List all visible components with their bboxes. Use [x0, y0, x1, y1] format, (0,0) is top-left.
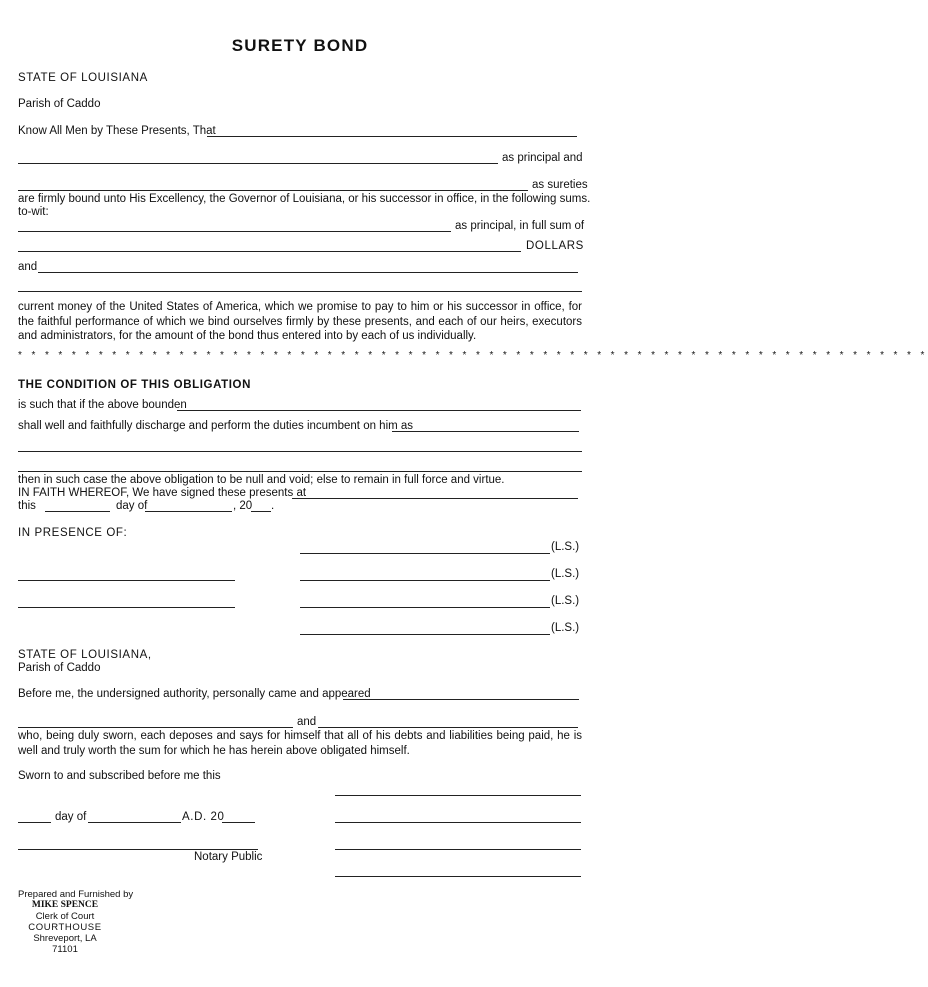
faith-location-blank[interactable]: [292, 498, 578, 499]
ls-label-4: (L.S.): [551, 622, 580, 634]
ad-label: A.D. 20: [182, 811, 225, 823]
and-mid-label: and: [297, 716, 317, 728]
footer-block: [18, 889, 133, 955]
ls-label-2: (L.S.): [551, 568, 580, 580]
discharge-line: shall well and faithfully discharge and perform the duties incumbent on him as: [18, 420, 414, 432]
sworn-year-blank[interactable]: [222, 822, 255, 823]
before-me-line: Before me, the undersigned authority, personally came and appeared: [18, 688, 371, 700]
duties-blank[interactable]: [392, 431, 579, 432]
extra-blank[interactable]: [18, 291, 582, 292]
presence-label: IN PRESENCE OF:: [18, 527, 128, 539]
ls-label-1: (L.S.): [551, 541, 580, 553]
year-suffix: .: [271, 500, 275, 512]
footer-zip: 71101: [52, 944, 78, 955]
footer-city: Shreveport, LA: [33, 933, 97, 944]
year-blank[interactable]: [251, 511, 271, 512]
appeared-blank-1[interactable]: [343, 699, 579, 700]
know-all-blank[interactable]: [207, 136, 577, 137]
day-of-label-2: day of: [55, 811, 87, 823]
month-blank[interactable]: [145, 511, 232, 512]
sureties-blank[interactable]: [18, 190, 528, 191]
void-line: then in such case the above obligation to be null and void; else to remain in full force and virtue.: [18, 474, 505, 486]
signature-line-4[interactable]: [300, 634, 550, 635]
witness-line-2[interactable]: [18, 607, 235, 608]
state-header-2: STATE OF LOUISIANA,: [18, 649, 152, 661]
as-principal-and-label: as principal and: [502, 152, 583, 164]
sworn-to-line: Sworn to and subscribed before me this: [18, 770, 221, 782]
footer-name: MIKE SPENCE: [31, 900, 99, 910]
and-label: and: [18, 261, 38, 273]
condition-extra-blank-1[interactable]: [18, 451, 582, 452]
star-divider: * * * * * * * * * * * * * * * * * * * * * * * * * * * * * * * * * * * * * * * * * * * * * * * * * * * * * * * * * * * * * * * * * * * *: [18, 350, 928, 361]
right-line-4[interactable]: [335, 876, 581, 877]
bounden-blank[interactable]: [177, 410, 581, 411]
notary-signature-line[interactable]: [18, 849, 258, 850]
this-label: this: [18, 500, 36, 512]
notary-public-label: Notary Public: [194, 851, 263, 863]
sworn-day-blank[interactable]: [18, 822, 51, 823]
signature-line-2[interactable]: [300, 580, 550, 581]
appeared-blank-3[interactable]: [318, 727, 578, 728]
sworn-month-blank[interactable]: [88, 822, 181, 823]
footer-clerk: Clerk of Court: [35, 911, 95, 922]
and-blank[interactable]: [38, 272, 578, 273]
currency-paragraph: current money of the United States of America, which we promise to pay to him or his successor in office, for the faithful performance of which we bind ourselves firmly by these presents, and each of our heirs, executors and administrators, for the amount of the bond thus entered into by each of us individually.: [18, 301, 582, 342]
principal-name-blank[interactable]: [18, 163, 498, 164]
faith-line: IN FAITH WHEREOF, We have signed these presents at: [18, 487, 307, 499]
right-line-3[interactable]: [335, 849, 581, 850]
condition-extra-blank-2[interactable]: [18, 471, 582, 472]
know-all-label: Know All Men by These Presents, That: [18, 125, 216, 137]
ls-label-3: (L.S.): [551, 595, 580, 607]
footer-prepared: Prepared and Furnished by: [18, 889, 134, 900]
condition-heading: THE CONDITION OF THIS OBLIGATION: [18, 379, 252, 391]
this-day-blank[interactable]: [45, 511, 110, 512]
signature-line-3[interactable]: [300, 607, 550, 608]
dollars-blank[interactable]: [18, 251, 521, 252]
witness-line-1[interactable]: [18, 580, 235, 581]
signature-line-1[interactable]: [300, 553, 550, 554]
year-prefix: , 20: [233, 500, 253, 512]
dollars-label: DOLLARS: [526, 240, 584, 252]
day-of-label: day of: [116, 500, 148, 512]
appeared-blank-2[interactable]: [18, 727, 293, 728]
principal-sum-blank[interactable]: [18, 231, 451, 232]
principal-sum-label: as principal, in full sum of: [455, 220, 585, 232]
to-wit-label: to-wit:: [18, 206, 49, 218]
state-header: STATE OF LOUISIANA: [18, 72, 148, 84]
sworn-paragraph: who, being duly sworn, each deposes and says for himself that all of his debts and liabilities being paid, he is well and truly worth the sum for which he has herein above obligated himself.: [18, 730, 582, 757]
condition-line: is such that if the above bounden: [18, 399, 187, 411]
parish-label-2: Parish of Caddo: [18, 662, 101, 674]
right-line-2[interactable]: [335, 822, 581, 823]
footer-courthouse: COURTHOUSE: [28, 922, 102, 933]
document-title: SURETY BOND: [231, 36, 369, 55]
right-line-1[interactable]: [335, 795, 581, 796]
bound-line: are firmly bound unto His Excellency, the Governor of Louisiana, or his successor in office, in the following sums.: [18, 193, 591, 205]
as-sureties-label: as sureties: [532, 179, 588, 191]
parish-label: Parish of Caddo: [18, 98, 101, 110]
